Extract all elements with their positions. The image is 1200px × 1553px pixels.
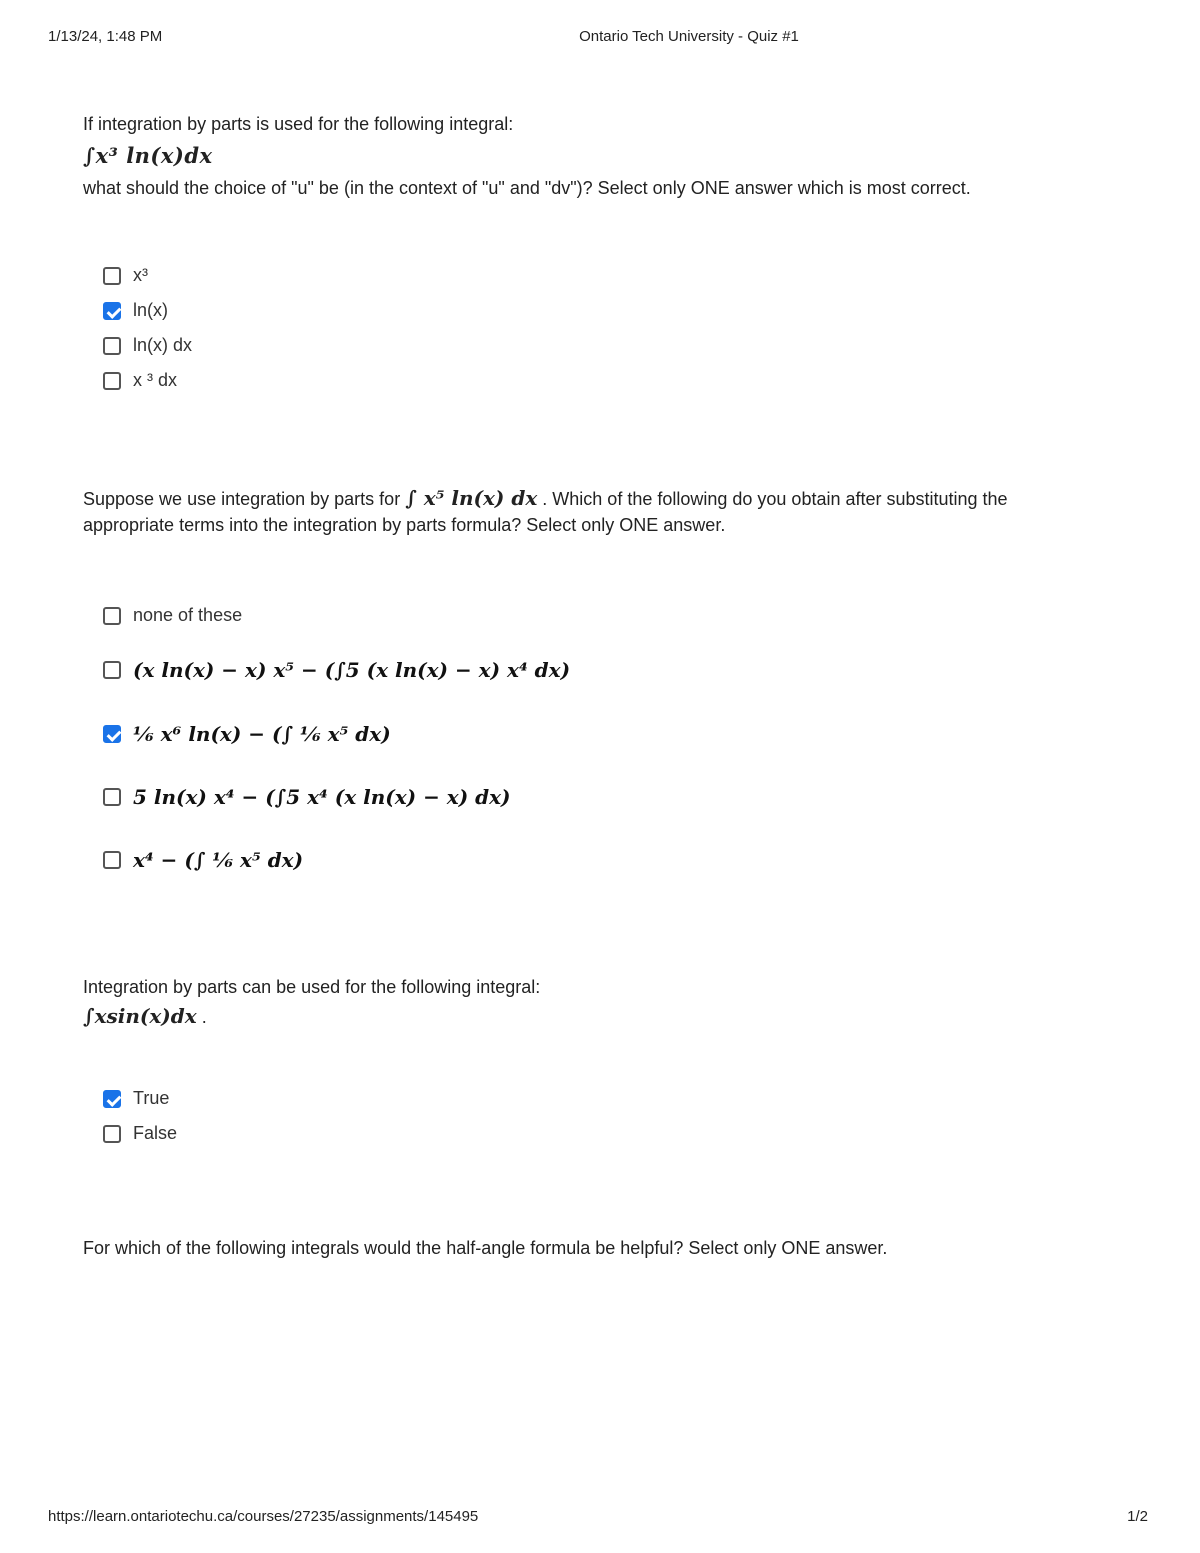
page-title: Ontario Tech University - Quiz #1 — [579, 28, 799, 45]
question-1-prompt: what should the choice of "u" be (in the context of "u" and "dv")? Select only ONE answer which is most correct. — [83, 178, 971, 198]
checkbox[interactable] — [103, 1125, 121, 1143]
q2-option-2[interactable] — [103, 658, 570, 682]
checkbox[interactable] — [103, 661, 121, 679]
q3-option-false[interactable] — [103, 1123, 177, 1144]
q3-option-true[interactable] — [103, 1088, 169, 1109]
checkbox[interactable] — [103, 851, 121, 869]
q2-option-4[interactable] — [103, 785, 511, 809]
q2-option-5[interactable] — [103, 848, 303, 872]
checkbox-checked[interactable] — [103, 725, 121, 743]
option-label: False — [133, 1123, 178, 1143]
option-label: x³ — [133, 265, 148, 285]
question-2 — [83, 485, 1103, 538]
option-label: x⁴ − (∫ ⅙ x⁵ dx) — [133, 848, 304, 872]
checkbox[interactable] — [103, 267, 121, 285]
page-url: https://learn.ontariotechu.ca/courses/27235/assignments/145495 — [48, 1508, 479, 1525]
question-3-period: . — [201, 1007, 207, 1027]
option-label: none of these — [133, 605, 243, 625]
q1-option-1[interactable] — [103, 265, 148, 286]
q2-option-1[interactable] — [103, 605, 242, 626]
checkbox[interactable] — [103, 372, 121, 390]
q1-option-2[interactable] — [103, 300, 168, 321]
question-1 — [83, 111, 1113, 201]
checkbox[interactable] — [103, 788, 121, 806]
question-2-text-after: . Which of the following do you obtain after substituting the appropriate terms into the integration by parts formula? Select only ONE answer. — [83, 489, 1008, 535]
option-label: x ³ dx — [133, 370, 178, 390]
option-label: ⅙ x⁶ ln(x) − (∫ ⅙ x⁵ dx) — [133, 722, 391, 746]
option-label: 5 ln(x) x⁴ − (∫5 x⁴ (x ln(x) − x) dx) — [133, 785, 511, 809]
page-number: 1/2 — [1127, 1508, 1148, 1525]
checkbox[interactable] — [103, 337, 121, 355]
question-2-text-before: Suppose we use integration by parts for — [83, 489, 401, 509]
checkbox-checked[interactable] — [103, 1090, 121, 1108]
question-3-integral: ∫xsin(x)dx — [83, 1004, 197, 1028]
q2-option-3[interactable] — [103, 722, 391, 746]
question-3 — [83, 974, 1113, 1030]
option-label: True — [133, 1088, 170, 1108]
question-3-integral-line — [83, 1003, 1113, 1030]
checkbox-checked[interactable] — [103, 302, 121, 320]
question-2-integral: ∫ x⁵ ln(x) dx — [405, 486, 538, 510]
question-4-prompt: For which of the following integrals would the half-angle formula be helpful? Select only ONE answer. — [83, 1238, 888, 1258]
question-1-integral: ∫x³ ln(x)dx — [83, 143, 213, 168]
q1-option-3[interactable] — [103, 335, 192, 356]
option-label: ln(x) — [133, 300, 168, 320]
question-4 — [83, 1235, 1113, 1261]
question-3-intro: Integration by parts can be used for the following integral: — [83, 977, 541, 997]
option-label: ln(x) dx — [133, 335, 193, 355]
print-datetime: 1/13/24, 1:48 PM — [48, 28, 163, 45]
question-1-intro: If integration by parts is used for the following integral: — [83, 114, 514, 134]
q1-option-4[interactable] — [103, 370, 177, 391]
option-label: (x ln(x) − x) x⁵ − (∫5 (x ln(x) − x) x⁴ dx) — [133, 658, 571, 682]
checkbox[interactable] — [103, 607, 121, 625]
